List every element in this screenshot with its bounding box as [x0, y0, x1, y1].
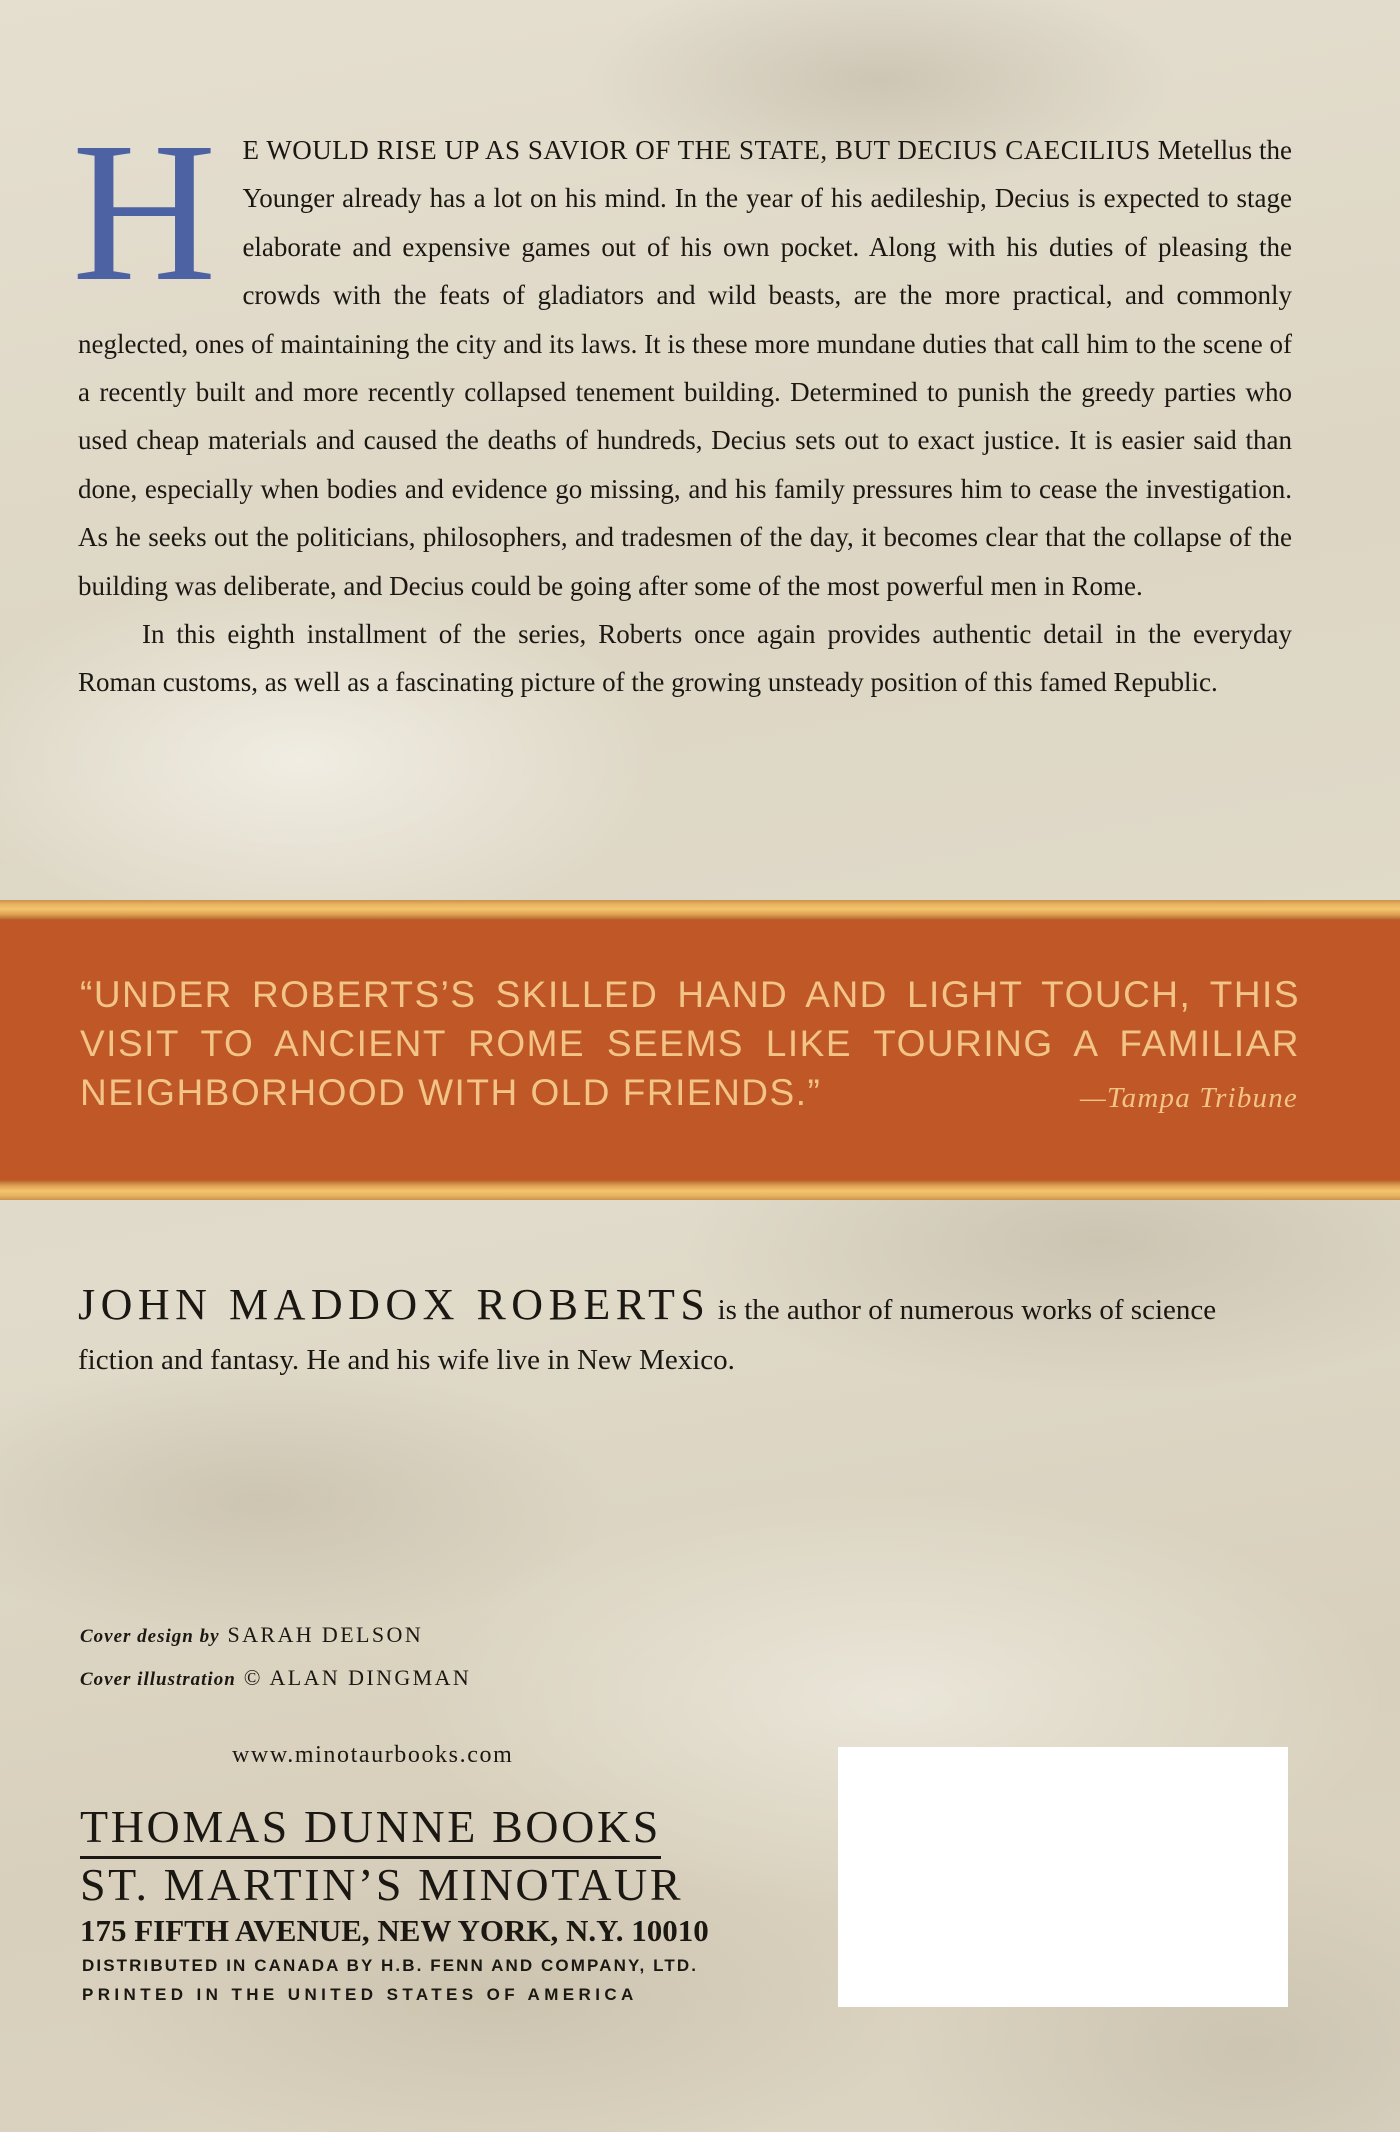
- author-name: JOHN MADDOX ROBERTS: [78, 1280, 711, 1329]
- cover-design-credit: [80, 1622, 423, 1648]
- description-paragraph-1-text: Metellus the Younger already has a lot on his mind. In the year of his aedileship, Decius is expected to stage elaborate and expensive games out of his own pocket. Along with his duties of pleasing the crowds with the feats of gladiators and wild beasts, are the more practical, and commonly neglected, ones of maintaining the city and its laws. It is these more mundane duties that call him to the scene of a recently built and more recently collapsed tenement building. Determined to punish the greedy parties who used cheap materials and caused the deaths of hundreds, Decius sets out to exact justice. It is easier said than done, especially when bodies and evidence go missing, and his family pressures him to cease the investigation. As he seeks out the politicians, philosophers, and tradesmen of the day, it becomes clear that the collapse of the building was deliberate, and Decius could be going after some of the most powerful men in Rome.: [78, 135, 1292, 601]
- printed-note: PRINTED IN THE UNITED STATES OF AMERICA: [82, 1985, 638, 2004]
- review-source: —Tampa Tribune: [1080, 1082, 1298, 1114]
- drop-cap: H: [72, 102, 217, 323]
- barcode-area: [838, 1747, 1288, 2007]
- cover-illustration-credit: [80, 1665, 471, 1691]
- publisher-name: ST. MARTIN’S MINOTAUR: [80, 1859, 684, 1910]
- description-paragraph-1: [72, 102, 1292, 610]
- author-bio: [78, 1280, 1298, 1385]
- publisher-address: 175 FIFTH AVENUE, NEW YORK, N.Y. 10010: [80, 1913, 709, 1948]
- cover-illustration-label: Cover illustration: [80, 1669, 236, 1690]
- review-quote: “UNDER ROBERTS’S SKILLED HAND AND LIGHT TOUCH, THIS VISIT TO ANCIENT ROME SEEMS LIKE TOURING A FAMILIAR NEIGHBORHOOD WITH OLD FRIENDS.”: [80, 974, 1300, 1113]
- cover-illustration-name: © ALAN DINGMAN: [243, 1665, 472, 1690]
- distribution-note: DISTRIBUTED IN CANADA BY H.B. FENN AND COMPANY, LTD.: [82, 1956, 699, 1975]
- cover-design-label: Cover design by: [80, 1626, 220, 1647]
- book-description: [72, 102, 1292, 707]
- description-paragraph-2: In this eighth installment of the series, Roberts once again provides authentic detail in the everyday Roman customs, as well as a fascinating picture of the growing unsteady position of this famed Republic.: [78, 619, 1292, 698]
- publisher-url[interactable]: www.minotaurbooks.com: [232, 1742, 514, 1768]
- description-lead-caps: E WOULD RISE UP AS SAVIOR OF THE STATE, BUT DECIUS CAECILIUS: [242, 135, 1151, 165]
- author-bio-text: is the author of numerous works of science fiction and fantasy. He and his wife live in New Mexico.: [78, 1294, 1217, 1376]
- publisher-imprint: THOMAS DUNNE BOOKS: [80, 1800, 661, 1859]
- cover-design-name: SARAH DELSON: [227, 1622, 424, 1647]
